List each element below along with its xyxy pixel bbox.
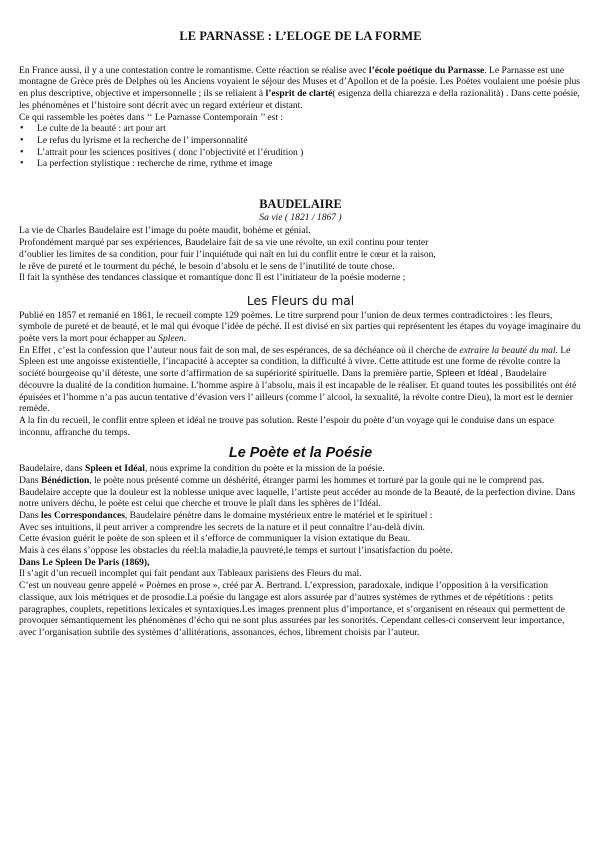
section-heading-fleurs-du-mal: Les Fleurs du mal [246, 293, 355, 308]
text-line: le rêve de pureté et le tourment du péché, le besoin d’absolu et le sens de l’inutilité de toute chose. [19, 260, 395, 272]
section-subtitle-sa-vie: Sa vie ( 1821 / 1867 ) [259, 211, 342, 223]
poete-paragraph-6: Mais à ces élans s’oppose les obstacles du réel:la maladie,la pauvreté,le temps et surtout l’insatisfaction du poète. [19, 545, 453, 557]
text-run: , Baudelaire découvre la dualité de la condition humaine. L’homme aspire à l’absolu, mais il est incapable de le réaliser. Et quand toutes les possibilités ont été épuisées et l’homme n’a pas aucun tentative d’évasion vers l’ ailleurs (comme l’ alcool, la sexualité, la révolte contre Dieu), la mort est le dernier remède. [19, 368, 577, 415]
parnasse-bullet-list [19, 123, 582, 170]
baudelaire-bio [19, 225, 582, 284]
poete-paragraph-8: Il s’agit d’un recueil incomplet qui fait pendant aux Tableaux parisiens des Fleurs du mal. [19, 568, 362, 580]
bold-term-benediction: Bénédiction [41, 474, 90, 486]
poete-paragraph-4: Avec ses intuitions, il peut arriver a comprendre les secrets de la nature et il peut connaître l’au-delà divin. [19, 521, 425, 533]
parnasse-lead: Ce qui rassemble les poètes dans ‘‘ Le Parnasse Contemporain ’’ est : [19, 111, 284, 123]
italic-term-spleen: Spleen [158, 333, 184, 345]
text-line: La vie de Charles Baudelaire est l’image du poète maudit, bohème et génial. [19, 225, 311, 237]
bold-term-esprit-de-clarte: l’esprit de clarté [265, 88, 333, 100]
text-run: Baudelaire, dans [19, 463, 86, 475]
list-item: • La perfection stylistique : recherche de rime, rythme et image [19, 158, 582, 170]
text-run: Dans [19, 474, 42, 486]
text-run: , le poète nous présenté comme un déshérité, étranger parmi les hommes et torturé par la goule qui ne le comprend pas. Baudelaire accepte que la douleur est la noblesse unique avec laquelle, l’artiste peut accéder au monde de la Beauté, de la perfection divine. Dans notre univers déchu, le poète est celui que cherche et trouve le plaît dans les sphères de l’Idéal. [19, 474, 576, 510]
fleurs-paragraph-2 [19, 345, 582, 415]
text-run: En Effet , c’est la confession que l’auteur nous fait de son mal, de ses espérances, de sa déchéance où il cherche de [19, 344, 460, 356]
poete-paragraph-3 [19, 510, 582, 522]
section-heading-poete-poesie: Le Poète et la Poésie [228, 445, 373, 462]
list-item: • Le culte de la beauté : art pour art [19, 123, 582, 135]
poete-paragraph-9: C’est un nouveau genre appelé « Poèmes en prose », créé par A. Bertrand. L’expression, paradoxale, indique l’opposition à la versification classique, aux lois métriques et de prosodie.La poésie du langage est alors assurée par d’autres systèmes de rythmes et de répétitions : petits paragraphes, couplets, repetitions lexicales et syntaxiques.Les images prennent plus d’importance, et s’organisent en réseaux qui permettent de provoquer sémantiquement les phénomènes d’écho qui ne sont plus assurées par les sonorités. Cependant celles-ci conservent leur importance, avec l’organisation subtile des systèmes d’allitérations, assonances, échos, librement choisis par l’auteur. [19, 580, 565, 638]
text-line: Il fait la synthèse des tendances classique et romantique donc Il est l’initiateur de la poésie moderne ; [19, 272, 406, 284]
text-run: . Le Parnasse est une montagne de Grèce près de Delphes où les Anciens voyaient le séjour des Muses et d’Apollon et de la poésie. Les Poètes voulaient une poésie plus en plus descriptive, objective et impersonnelle ; ils se reliaient à [19, 64, 580, 100]
text-run: En France aussi, il y a une contestation contre le romantisme. Cette réaction se réalise avec [19, 64, 369, 76]
text-run: ( esigenza della chiarezza e della razionalità) . Dans cette poésie, les phénomènes et l’histoire sont décrit avec un regard extérieur et distant. [19, 88, 580, 111]
text-run: . [183, 333, 187, 345]
fleurs-paragraph-1 [19, 310, 582, 345]
section-heading-baudelaire: BAUDELAIRE [259, 197, 342, 212]
parnasse-intro [19, 65, 582, 112]
italic-phrase: extraire la beauté du mal. [459, 344, 558, 356]
bold-term-correspondances: les Correspondances [41, 509, 125, 521]
page-title: LE PARNASSE : L’ELOGE DE LA FORME [179, 29, 422, 43]
text-run: , nous exprime la condition du poète et la mission de la poésie. [144, 463, 385, 475]
term-spleen-et-ideal: Spleen et Idéal [435, 368, 498, 379]
poete-paragraph-5: Cette évasion guérit le poète de son spleen et il s’efforce de communiquer la vision extatique du Beau. [19, 533, 411, 545]
text-run: Le Spleen est une angoisse existentielle, l’incapacité à accepter sa condition, la difficulté à vivre. Cette attitude est une forme de révolte contre la société bourgeoise qu’il déteste, une sorte d’affirmation de sa supériorité spirituelle. Dans la première partie, [19, 344, 571, 380]
list-item: • L’attrait pour les sciences positives ( donc l’objectivité et l’érudition ) [19, 147, 582, 159]
text-run: Publié en 1857 et remanié en 1861, le recueil compte 129 poèmes. Le titre surprend pour l’union de deux termes contradictoires : les fleurs, symbole de pureté et de beauté, et le mal qui évoque l’idée de péché. Il est divisé en six parties qui représentent les étapes du voyage imaginaire du poète vers la mort pour échapper au [19, 309, 581, 345]
text-line: d’oublier les limites de sa condition, pour fuir l’inquiétude qui naît en lui du conflit entre le cœur et la raison, [19, 248, 436, 260]
text-line: Profondément marqué par ses expériences, Baudelaire fait de sa vie une révolte, un exil continu pour tenter [19, 237, 429, 249]
fleurs-paragraph-3: A la fin du recueil, le conflit entre spleen et idéal ne trouve pas solution. Reste l’espoir du poète d’un voyage qui le conduise dans un espace inconnu, affranche du temps. [19, 414, 554, 438]
poete-paragraph-1 [19, 463, 582, 475]
list-item: • Le refus du lyrisme et la recherche de l’ impersonnalité [19, 135, 582, 147]
text-run: Dans [19, 509, 42, 521]
poete-paragraph-2 [19, 475, 582, 510]
text-run: , Baudelaire pénètre dans le domaine mystérieux entre le matériel et le spirituel : [124, 509, 433, 521]
spleen-de-paris-heading: Dans Le Spleen De Paris (1869), [19, 556, 150, 568]
bold-term-ecole-poetique: l’école poétique du Parnasse [368, 64, 485, 76]
bold-term-spleen-et-ideal: Spleen et Idéal [85, 463, 145, 475]
